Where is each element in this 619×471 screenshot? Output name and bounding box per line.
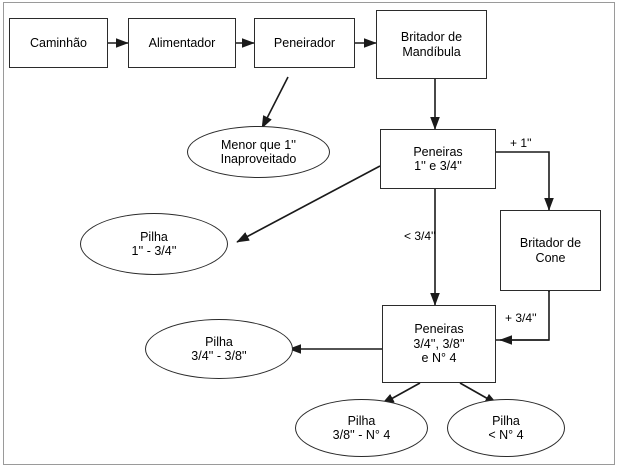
node-pilha-1-34: Pilha 1'' - 3/4'' xyxy=(80,213,228,275)
node-caminhao: Caminhão xyxy=(9,18,108,68)
edge-label-menor-34: < 3/4'' xyxy=(404,229,436,243)
node-britador-cone: Britador de Cone xyxy=(500,210,601,291)
node-peneirador: Peneirador xyxy=(254,18,355,68)
node-peneiras-1-34: Peneiras 1'' e 3/4'' xyxy=(380,129,496,189)
node-pilha-38-n4: Pilha 3/8'' - N° 4 xyxy=(295,399,428,457)
edge-label-mais-34: + 3/4'' xyxy=(505,311,537,325)
node-pilha-34-38: Pilha 3/4'' - 3/8'' xyxy=(145,319,293,379)
node-menor-que-1-inaproveitado: Menor que 1'' Inaproveitado xyxy=(187,126,330,178)
node-pilha-menor-n4: Pilha < N° 4 xyxy=(447,399,565,457)
node-peneiras-34-38-n4: Peneiras 3/4'', 3/8'' e N° 4 xyxy=(382,305,496,383)
edge-label-mais-1: + 1'' xyxy=(510,136,532,150)
node-britador-mandibula: Britador de Mandíbula xyxy=(376,10,487,79)
node-alimentador: Alimentador xyxy=(128,18,236,68)
